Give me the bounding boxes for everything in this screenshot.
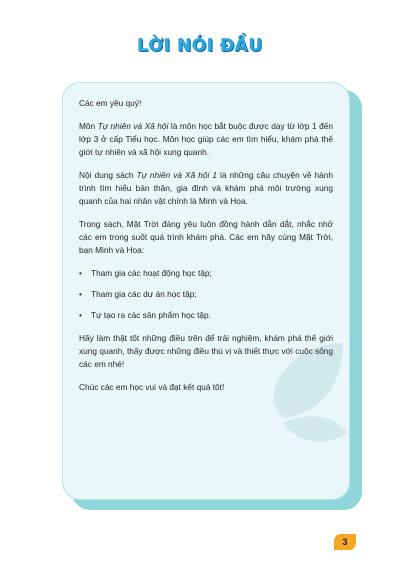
paragraph-guide: Trong sách, Mặt Trời đáng yêu luôn đồng hành dẫn dắt, nhắc nhở các em trong suốt quá trình khám phá. Các em hãy cùng Mặt Trời, bạn Minh và Hoa: — [79, 219, 333, 255]
closing-line: Chúc các em học vui và đạt kết quả tốt! — [79, 382, 225, 392]
list-item: • Tự tạo ra các sản phẩm học tập. — [79, 310, 211, 320]
page-number-badge: 3 — [334, 534, 356, 550]
paragraph-intro: Môn Tự nhiên và Xã hội là môn học bắt buộc được dạy từ lớp 1 đến lớp 3 ở cấp Tiểu học. Môn học giúp các em tìm hiểu, khám phá thế giới tự nhiên và xã hội xung quanh. — [79, 121, 333, 157]
paragraph-content: Nội dung sách Tự nhiên và Xã hội 1 là những câu chuyện về hành trình tìm hiểu bản thân, gia đình và khám phá môi trường xung quanh của hai nhân vật chính là Minh và Hoa. — [79, 170, 333, 206]
subject-name: Tự nhiên và Xã hội — [97, 121, 169, 131]
bullet-icon: • — [79, 310, 82, 320]
book-name: Tự nhiên và Xã hội 1 — [136, 170, 217, 180]
list-item: • Tham gia các hoạt động học tập; — [79, 268, 212, 278]
bullet-icon: • — [79, 268, 82, 278]
activity-list — [79, 267, 333, 322]
paragraph-encouragement: Hãy làm thật tốt những điều trên để trải nghiệm, khám phá thế giới xung quanh, thấy được những điều thú vị và thiết thực với cuộc sống các em nhé! — [79, 333, 334, 369]
list-item: • Tham gia các dự án học tập; — [79, 289, 197, 299]
bullet-icon: • — [79, 289, 82, 299]
greeting: Các em yêu quý! — [79, 98, 142, 108]
content-card — [62, 82, 350, 500]
page-title: LỜI NÓI ĐẦU — [137, 36, 263, 56]
